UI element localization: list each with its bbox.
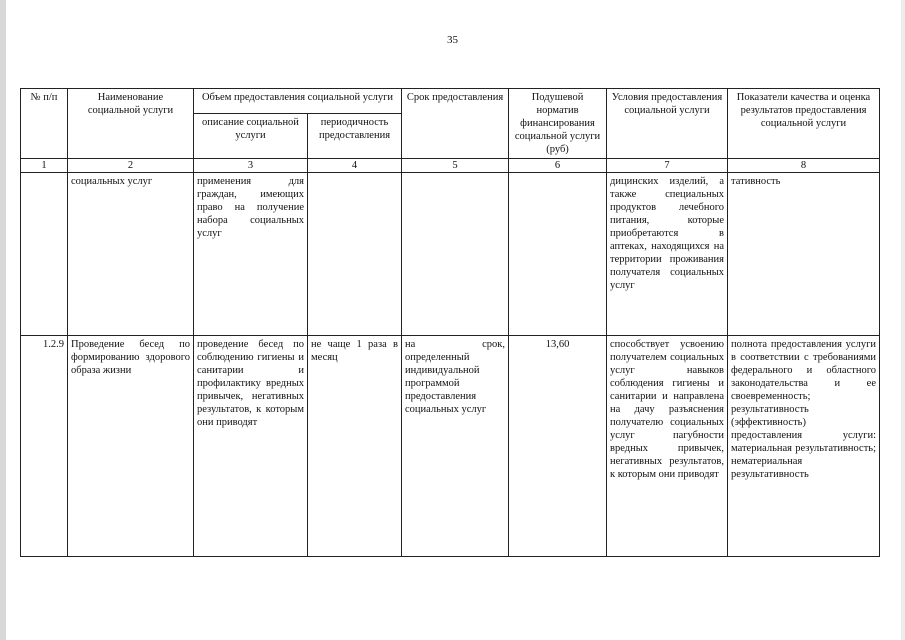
header-service-name: Наименование социальной услуги — [68, 89, 194, 159]
cell-num: 1.2.9 — [21, 336, 68, 557]
cell-name: социальных услуг — [68, 173, 194, 336]
header-periodicity: периодичность предоставления — [308, 114, 402, 159]
cell-conditions: дицинских изделий, а также специальных продуктов лечебного питания, которые приобретаются в аптеках, находящихся на территории проживания получателя социальных услуг — [607, 173, 728, 336]
column-number: 3 — [194, 159, 308, 173]
header-description: описание социальной услуги — [194, 114, 308, 159]
header-quality: Показатели качества и оценка результатов предоставления социальной услуги — [728, 89, 880, 159]
cell-description: применения для граждан, имеющих право на получение набора социальных услуг — [194, 173, 308, 336]
cell-num — [21, 173, 68, 336]
cell-periodicity — [308, 173, 402, 336]
scan-edge-right — [901, 0, 905, 640]
cell-periodicity: не чаще 1 раза в месяц — [308, 336, 402, 557]
column-number: 7 — [607, 159, 728, 173]
header-num: № п/п — [21, 89, 68, 159]
column-number: 5 — [402, 159, 509, 173]
cell-quality: полнота предоставления услуги в соответствии с требованиями федерального и областного законодательства и ее своевременность; результативность (эффективность) предоставления услуги: материальная результативность; нематериальная результативность — [728, 336, 880, 557]
scan-edge — [0, 0, 6, 640]
services-table — [20, 88, 880, 557]
column-number: 2 — [68, 159, 194, 173]
cell-name: Проведение бесед по формированию здорового образа жизни — [68, 336, 194, 557]
header-volume-group: Объем предоставления социальной услуги — [194, 89, 402, 114]
header-conditions: Условия предоставления социальной услуги — [607, 89, 728, 159]
header-row-1 — [21, 89, 880, 114]
header-norm: Подушевой норматив финансирования социальной услуги (руб) — [509, 89, 607, 159]
column-numbers-row — [21, 159, 880, 173]
cell-quality: тативность — [728, 173, 880, 336]
header-term: Срок предоставления — [402, 89, 509, 159]
cell-conditions: способствует усвоению получателем социальных услуг навыков соблюдения гигиены и санитарии и направлена на дачу разъяснения получателю социальных услуг пагубности вредных привычек, негативных результатов, к которым они приводят — [607, 336, 728, 557]
column-number: 1 — [21, 159, 68, 173]
page-number: 35 — [447, 34, 458, 46]
cell-norm — [509, 173, 607, 336]
table-row — [21, 336, 880, 557]
column-number: 4 — [308, 159, 402, 173]
cell-norm: 13,60 — [509, 336, 607, 557]
cell-term — [402, 173, 509, 336]
column-number: 8 — [728, 159, 880, 173]
table-row — [21, 173, 880, 336]
cell-term: на срок, определенный индивидуальной программой предоставления социальных услуг — [402, 336, 509, 557]
cell-description: проведение бесед по соблюдению гигиены и санитарии и профилактику вредных привычек, негативных результатов, к которым они приводят — [194, 336, 308, 557]
column-number: 6 — [509, 159, 607, 173]
